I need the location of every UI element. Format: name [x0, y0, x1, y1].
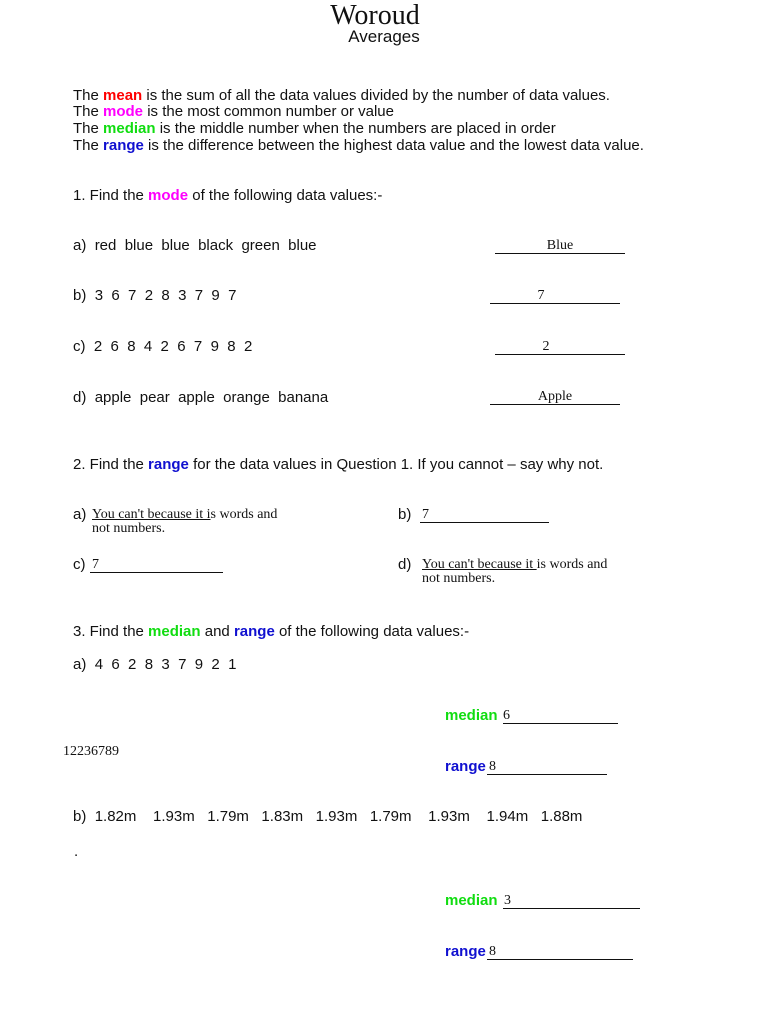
item-label: b) [73, 808, 87, 825]
answer-text: 7 [92, 557, 99, 572]
answer-text: Apple [537, 389, 573, 404]
answer-line2: not numbers. [92, 521, 166, 536]
q2-label-d: d) [398, 556, 412, 573]
definition-prefix: The [73, 120, 104, 137]
question-text: of the following data values:- [274, 623, 470, 640]
answer-text: s words and [210, 507, 278, 522]
item-label: a) [73, 237, 87, 254]
question-text: and [200, 623, 234, 640]
definition-text: is the difference between the highest data value and the lowest data value. [143, 137, 644, 154]
term-mean: mean [103, 87, 143, 104]
item-label: b) [73, 287, 87, 304]
answer-text: 8 [489, 944, 496, 959]
q1-item-c [73, 338, 252, 355]
term-mode: mode [103, 103, 144, 120]
page-title: Woroud [330, 0, 420, 31]
q3-item-b [73, 808, 582, 825]
question-2-heading [73, 456, 603, 473]
item-data: red blue blue black green blue [94, 237, 317, 254]
item-label: c) [73, 338, 86, 355]
q1-answer-a[interactable] [495, 239, 625, 254]
q3a-range-answer[interactable] [487, 760, 607, 775]
q2-answer-a[interactable] [92, 508, 277, 536]
term-median: median [148, 623, 201, 640]
term-median: median [103, 120, 156, 137]
q3b-range-answer[interactable] [487, 945, 633, 960]
answer-text: 8 [489, 759, 496, 774]
item-data: 1.82m 1.93m 1.79m 1.83m 1.93m 1.79m 1.93m 1.94m 1.88m [94, 808, 583, 825]
q2-label-b: b) [398, 506, 412, 523]
q1-item-b [73, 287, 236, 304]
q2-answer-c[interactable] [90, 558, 223, 573]
definition-mean [73, 87, 610, 104]
q2-answer-d[interactable] [422, 558, 607, 586]
definition-range [73, 137, 644, 154]
q2-label-a: a) [73, 506, 87, 523]
question-text: of the following data values:- [188, 187, 383, 204]
answer-text: 6 [503, 708, 510, 723]
definition-text: is the middle number when the numbers are placed in order [155, 120, 556, 137]
q3-item-a [73, 656, 236, 673]
answer-underlined: You can't because it [422, 557, 537, 572]
item-data: apple pear apple orange banana [94, 389, 329, 406]
question-1-heading [73, 187, 382, 204]
term-range: range [103, 137, 144, 154]
definition-text: is the sum of all the data values divided by the number of data values. [142, 87, 610, 104]
item-data: 4 6 2 8 3 7 9 2 1 [94, 656, 237, 673]
q3a-working-note: 12236789 [63, 744, 119, 759]
q2-answer-b[interactable] [420, 508, 549, 523]
question-3-heading [73, 623, 469, 640]
item-data: 3 6 7 2 8 3 7 9 7 [94, 287, 237, 304]
definition-prefix: The [73, 137, 104, 154]
answer-text: 7 [537, 288, 545, 303]
answer-underlined: You can't because it i [92, 507, 211, 522]
answer-text: is words and [536, 557, 608, 572]
answer-text: 7 [422, 507, 429, 522]
q3b-dot: . [74, 843, 79, 860]
term-range: range [148, 456, 189, 473]
term-mode: mode [148, 187, 189, 204]
answer-line2: not numbers. [422, 571, 496, 586]
answer-text: 2 [542, 339, 550, 354]
item-label: d) [73, 389, 87, 406]
q3b-range-label: range [445, 943, 486, 960]
q1-answer-b[interactable] [490, 289, 620, 304]
question-text: for the data values in Question 1. If you cannot – say why not. [188, 456, 604, 473]
page-subtitle: Averages [348, 27, 420, 46]
question-prefix: 3. Find the [73, 623, 149, 640]
definition-prefix: The [73, 103, 104, 120]
q1-item-d [73, 389, 328, 406]
q3b-median-answer[interactable] [503, 894, 640, 909]
definition-mode [73, 103, 394, 120]
q3a-range-label: range [445, 758, 486, 775]
term-range: range [233, 623, 275, 640]
answer-text: 3 [504, 893, 511, 908]
q1-item-a [73, 237, 317, 254]
question-prefix: 2. Find the [73, 456, 149, 473]
definition-text: is the most common number or value [143, 103, 394, 120]
item-data: 2 6 8 4 2 6 7 9 8 2 [93, 338, 253, 355]
q3a-median-label: median [445, 707, 498, 724]
item-label: a) [73, 656, 87, 673]
definition-median [73, 120, 556, 137]
q2-label-c: c) [73, 556, 86, 573]
q3b-median-label: median [445, 892, 498, 909]
definition-prefix: The [73, 87, 104, 104]
answer-text: Blue [546, 238, 574, 253]
q3a-median-answer[interactable] [503, 709, 618, 724]
q1-answer-d[interactable] [490, 390, 620, 405]
q1-answer-c[interactable] [495, 340, 625, 355]
question-prefix: 1. Find the [73, 187, 149, 204]
